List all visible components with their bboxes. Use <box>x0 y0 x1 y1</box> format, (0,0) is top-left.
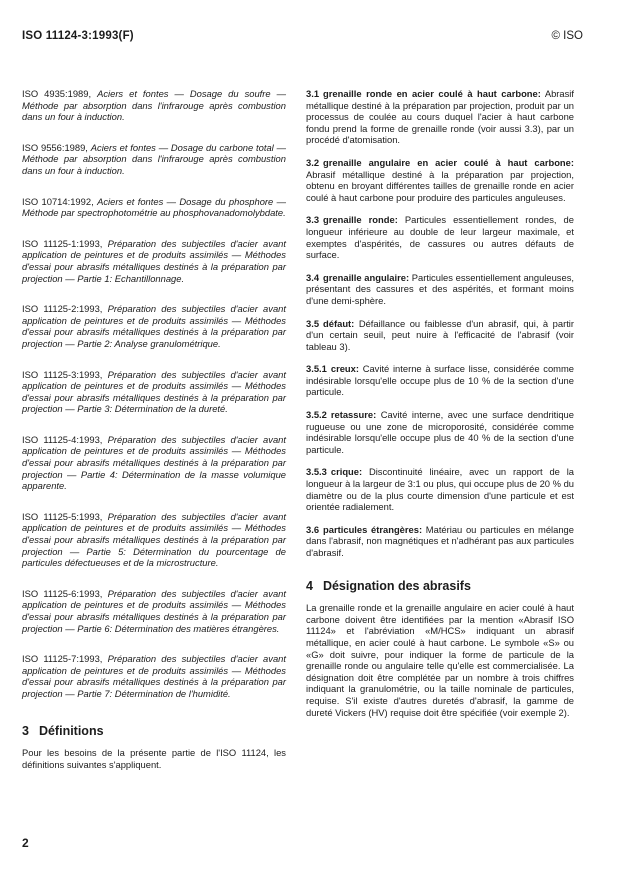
reference-id: ISO 11125-6:1993, <box>22 587 103 599</box>
definition-item <box>306 214 574 260</box>
copyright-mark: © ISO <box>551 30 583 42</box>
reference-item <box>22 88 286 123</box>
reference-title: Préparation des subjectiles d'acier avant application de peintures et de produits assimilés — Méthodes d'essai pour abrasifs métalliques destinés à la préparation par projection — Partie 6: Détermination des matières étrangères. <box>22 587 286 634</box>
definition-number: 3.3 <box>306 214 320 226</box>
normative-references-list <box>22 88 286 700</box>
definition-text: Abrasif métallique destiné à la préparation par projection, produit par un processus de coulée au cours duquel l'acier à haut carbone fondu prend la forme de grenaille ronde (voir aussi 3.3), par un procédé d'atomisation. <box>306 88 574 146</box>
document-id: ISO 11124-3:1993(F) <box>22 30 134 42</box>
definition-item <box>306 466 574 512</box>
reference-id: ISO 11125-7:1993, <box>22 653 103 665</box>
reference-item <box>22 588 286 634</box>
section-4-number: 4 <box>306 578 313 593</box>
right-column <box>306 88 574 730</box>
reference-id: ISO 9556:1989, <box>22 141 88 153</box>
reference-item <box>22 303 286 349</box>
definition-item <box>306 88 574 146</box>
definition-number: 3.4 <box>306 271 320 283</box>
definition-text: Particules essentiellement rondes, de longueur inférieure au double de leur largeur maximale, et exemptes d'aspérités, de cassures ou autres défauts de surface. <box>306 214 574 261</box>
definition-item <box>306 524 574 559</box>
section-3-title: Définitions <box>38 723 104 738</box>
reference-title: Préparation des subjectiles d'acier avant application de peintures et de produits assimilés — Méthodes d'essai pour abrasifs métalliques destinés à la préparation par projection — Partie 2: Analyse granulométrique. <box>22 303 286 349</box>
reference-title: Aciers et fontes — Dosage du phosphore — Méthode par spectrophotométrie au phosphovanadomolybdate. <box>22 195 287 219</box>
section-3-intro: Pour les besoins de la présente partie de l'ISO 11124, les définitions suivantes s'appliquent. <box>22 747 286 770</box>
reference-item <box>22 653 286 699</box>
definition-text: Matériau ou particules en mélange dans l'abrasif, non magnétiques et n'adhérant pas aux particules d'abrasif. <box>306 523 574 558</box>
reference-item <box>22 434 286 492</box>
definition-item <box>306 363 574 398</box>
definition-text: Discontinuité linéaire, avec un rapport de la longueur à la largeur de 3:1 ou plus, qui occupe plus de 20 % du diamètre ou de la plus courte dimension d'une particule et est orientée radialement. <box>306 466 575 513</box>
definition-text: Cavité interne, avec une surface dendritique rugueuse ou une zone de microporosité, considérée comme indésirable lorsqu'elle occupe plus de 40 % de la section d'une particule. <box>306 409 574 455</box>
reference-id: ISO 4935:1989, <box>22 88 92 99</box>
definition-number: 3.5.1 <box>306 363 327 375</box>
reference-id: ISO 10714:1992, <box>22 195 94 207</box>
reference-title: Préparation des subjectiles d'acier avant application de peintures et de produits assimilés — Méthodes d'essai pour abrasifs métalliques destinés à la préparation par projection — Partie 3: Détermination de la dureté. <box>22 368 286 415</box>
reference-id: ISO 11125-1:1993, <box>22 237 103 249</box>
definition-term: retassure: <box>330 409 377 421</box>
definition-term: creux: <box>330 363 359 375</box>
reference-title: Préparation des subjectiles d'acier avant application de peintures et de produits assimilés — Méthodes d'essai pour abrasifs métalliques destinés à la préparation par projection — Partie 5: Détermination du pourcentage de particules défectueuses et de la microstructure. <box>22 510 286 569</box>
definition-text: Particules essentiellement anguleuses, présentant des cassures et des aspérités, et formant moins d'une demi-sphère. <box>306 271 575 306</box>
reference-item <box>22 196 286 219</box>
section-3-heading <box>22 723 286 738</box>
definition-item <box>306 272 574 307</box>
definition-term: grenaille ronde: <box>323 214 398 226</box>
reference-item <box>22 142 286 177</box>
definition-text: Abrasif métallique destiné à la préparation par projection, obtenu en broyant différentes tailles de grenaille ronde en acier coulé à haut carbone pour produire des particules anguleuses. <box>306 168 574 203</box>
reference-title: Aciers et fontes — Dosage du carbone total — Méthode par absorption dans l'infrarouge après combustion dans un four à induction. <box>22 141 286 176</box>
definition-term: grenaille angulaire en acier coulé à haut carbone: <box>323 156 574 168</box>
reference-title: Aciers et fontes — Dosage du soufre — Méthode par absorption dans l'infrarouge après combustion dans un four à induction. <box>22 88 286 123</box>
definition-number: 3.5.2 <box>306 409 327 421</box>
definition-text: Défaillance ou faiblesse d'un abrasif, qui, à partir d'un certain seuil, peut nuire à l'efficacité de l'abrasif (voir tableau 3). <box>306 317 575 352</box>
definition-number: 3.2 <box>306 156 320 168</box>
reference-item <box>22 238 286 284</box>
definition-text: Cavité interne à surface lisse, considérée comme indésirable lorsqu'elle occupe plus de 10 % de la section d'une particule. <box>306 363 575 398</box>
definition-item <box>306 157 574 203</box>
definition-term: grenaille ronde en acier coulé à haut carbone: <box>323 88 541 99</box>
section-4-heading <box>306 578 574 593</box>
definition-term: crique: <box>330 466 363 478</box>
reference-id: ISO 11125-4:1993, <box>22 433 103 445</box>
left-column <box>22 88 286 782</box>
reference-title: Préparation des subjectiles d'acier avant application de peintures et de produits assimilés — Méthodes d'essai pour abrasifs métalliques destinés à la préparation par projection — Partie 7: Détermination de l'humidité. <box>22 653 286 699</box>
definition-term: particules étrangères: <box>323 523 423 535</box>
definition-number: 3.1 <box>306 88 320 99</box>
reference-item <box>22 369 286 415</box>
definition-term: défaut: <box>323 317 355 329</box>
definitions-list <box>306 88 574 559</box>
definition-item <box>306 409 574 455</box>
definition-number: 3.6 <box>306 523 320 535</box>
reference-id: ISO 11125-2:1993, <box>22 303 103 315</box>
section-4-title: Désignation des abrasifs <box>322 578 471 593</box>
page-number: 2 <box>22 836 29 850</box>
definition-item <box>306 318 574 353</box>
section-3-number: 3 <box>22 723 29 738</box>
reference-id: ISO 11125-5:1993, <box>22 510 103 522</box>
definition-number: 3.5 <box>306 317 320 329</box>
reference-title: Préparation des subjectiles d'acier avant application de peintures et de produits assimilés — Méthodes d'essai pour abrasifs métalliques destinés à la préparation par projection — Partie 4: Détermination de la masse volumique apparente. <box>22 433 286 492</box>
section-4-body: La grenaille ronde et la grenaille angulaire en acier coulé à haut carbone doivent être identifiées par la mention «Abrasif ISO 11124» et l'abréviation «M/HCS» indiquant un abrasif métallique, en acier coulé à haut carbone. Le symbole «S» ou «G» doit suivre, pour indiquer la forme de particule de la grenaille ronde ou angulaire telle qu'elle est commercialisée. La désignation doit être complétée par un nombre à trois chiffres indiquant la granulométrie, ou la taille nominale de particules, requise. S'il existe d'autres duretés d'abrasif, la gamme de dureté Vickers (HV) requise doit être spécifiée (voir exemple 2). <box>306 602 574 718</box>
definition-number: 3.5.3 <box>306 466 327 478</box>
definition-term: grenaille angulaire: <box>323 271 410 283</box>
reference-item <box>22 511 286 569</box>
reference-id: ISO 11125-3:1993, <box>22 368 103 380</box>
reference-title: Préparation des subjectiles d'acier avant application de peintures et de produits assimilés — Méthodes d'essai pour abrasifs métalliques destinés à la préparation par projection — Partie 1: Echantillonnage. <box>22 237 286 284</box>
